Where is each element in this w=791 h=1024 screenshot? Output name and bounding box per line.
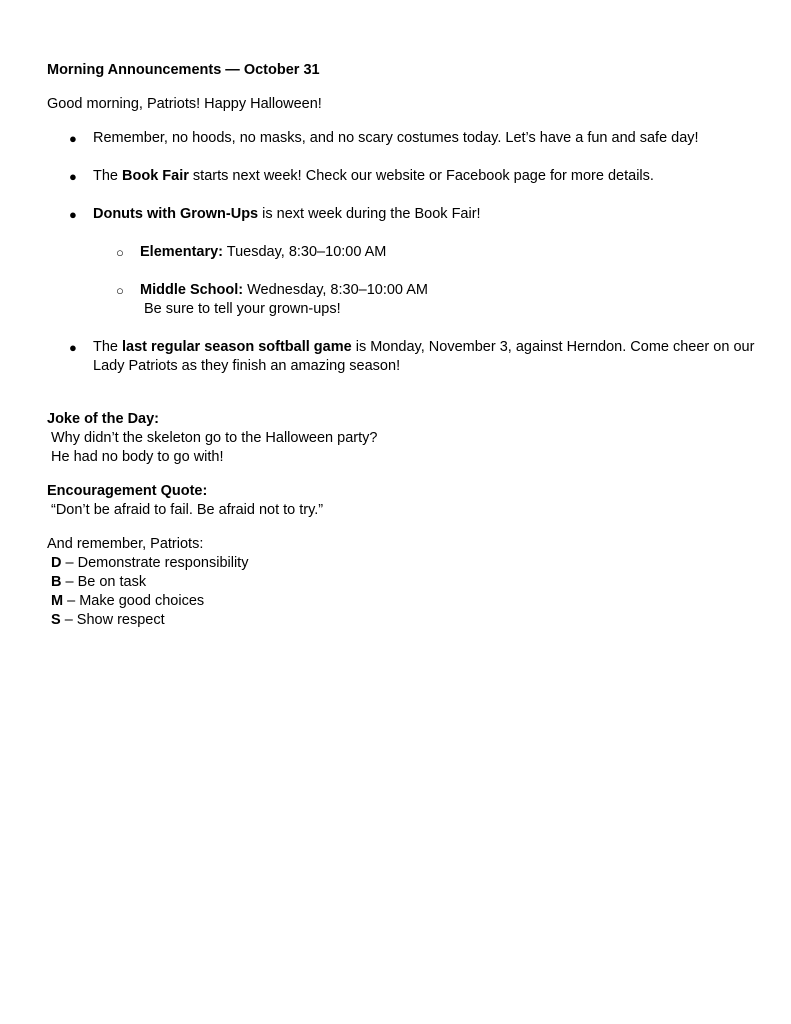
motto-letter: B (51, 574, 62, 590)
joke-heading: Joke of the Day: (47, 411, 159, 427)
announcement-document (47, 61, 757, 630)
closing-section (47, 535, 757, 630)
item-text-pre: The (93, 168, 123, 184)
list-item (47, 338, 757, 376)
sub-item-label: Elementary: (140, 244, 224, 260)
motto-text: – Make good choices (63, 593, 205, 609)
item-text: is Monday, November 3, against Herndon. Come cheer on our Lady Patriots as they finish an amazing season! (93, 339, 755, 374)
closing-intro: And remember, Patriots: (47, 536, 204, 552)
circle-bullet-icon: ○ (116, 283, 124, 298)
motto-text: – Demonstrate responsibility (61, 555, 249, 571)
announcement-list (47, 129, 757, 376)
joke-answer: He had no body to go with! (51, 449, 224, 465)
motto-line (47, 573, 757, 592)
sub-item-note: Be sure to tell your grown-ups! (144, 301, 341, 317)
bullet-icon: ● (69, 340, 77, 355)
item-text-bold: Donuts with Grown-Ups (93, 206, 259, 222)
joke-question: Why didn’t the skeleton go to the Halloween party? (51, 430, 378, 446)
greeting: Good morning, Patriots! Happy Halloween! (47, 96, 322, 112)
item-text-bold: Book Fair (122, 168, 189, 184)
document-title: Morning Announcements — October 31 (47, 62, 320, 78)
item-text-pre: The (93, 339, 123, 355)
item-text: is next week during the Book Fair! (258, 206, 481, 222)
sub-item-text: Tuesday, 8:30–10:00 AM (223, 244, 387, 260)
motto-letter: M (51, 593, 64, 609)
item-text: Remember, no hoods, no masks, and no scary costumes today. Let’s have a fun and safe day! (93, 130, 699, 146)
item-text: starts next week! Check our website or Facebook page for more details. (188, 168, 654, 184)
motto-line (47, 611, 757, 630)
item-text-bold: last regular season softball game (122, 339, 352, 355)
motto-letter: D (51, 555, 62, 571)
bullet-icon: ● (69, 207, 77, 222)
sub-list-item (93, 281, 757, 319)
quote-section (47, 482, 757, 520)
motto-line (47, 554, 757, 573)
joke-section (47, 410, 757, 467)
sub-item-label: Middle School: (140, 282, 244, 298)
sub-item-text: Wednesday, 8:30–10:00 AM (243, 282, 428, 298)
list-item (47, 167, 757, 186)
quote-heading: Encouragement Quote: (47, 483, 208, 499)
sub-list (93, 243, 757, 319)
bullet-icon: ● (69, 131, 77, 146)
list-item (47, 205, 757, 319)
circle-bullet-icon: ○ (116, 245, 124, 260)
motto-letter: S (51, 612, 61, 628)
motto-line (47, 592, 757, 611)
quote-text: “Don’t be afraid to fail. Be afraid not to try.” (51, 502, 324, 518)
motto-text: – Show respect (60, 612, 165, 628)
list-item (47, 129, 757, 148)
bullet-icon: ● (69, 169, 77, 184)
motto-text: – Be on task (61, 574, 147, 590)
sub-list-item (93, 243, 757, 262)
